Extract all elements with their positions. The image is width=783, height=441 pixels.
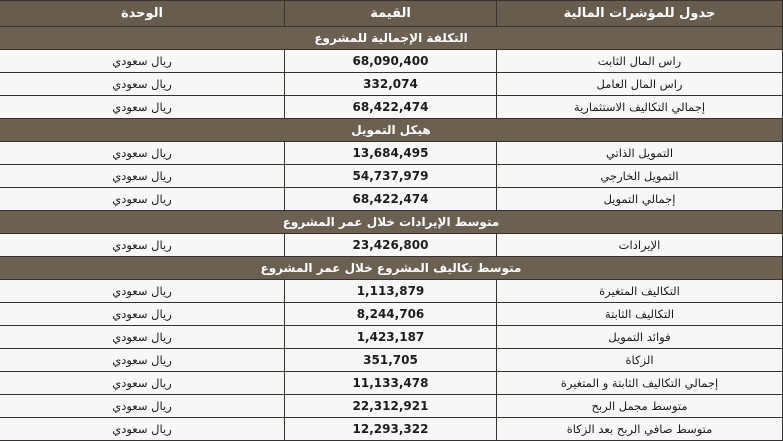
unit-cell: ريال سعودي	[0, 142, 285, 165]
table-row	[0, 73, 783, 96]
column-header-value: القيمة	[285, 1, 497, 27]
unit-cell: ريال سعودي	[0, 418, 285, 441]
indicator-cell: إجمالي التمويل	[497, 188, 783, 211]
indicator-cell: متوسط صافي الربح بعد الزكاة	[497, 418, 783, 441]
table-row	[0, 50, 783, 73]
value-cell: 23,426,800	[285, 234, 497, 257]
indicator-cell: إجمالي التكاليف الاستثمارية	[497, 96, 783, 119]
table-header	[0, 1, 783, 27]
indicator-cell: التمويل الذاتي	[497, 142, 783, 165]
table-row	[0, 372, 783, 395]
column-header-unit: الوحدة	[0, 1, 285, 27]
value-cell: 68,422,474	[285, 96, 497, 119]
unit-cell: ريال سعودي	[0, 73, 285, 96]
indicator-cell: التمويل الخارجي	[497, 165, 783, 188]
value-cell: 68,422,474	[285, 188, 497, 211]
table-row	[0, 142, 783, 165]
indicator-cell: التكاليف الثابتة	[497, 303, 783, 326]
unit-cell: ريال سعودي	[0, 50, 285, 73]
unit-cell: ريال سعودي	[0, 165, 285, 188]
value-cell: 13,684,495	[285, 142, 497, 165]
value-cell: 11,133,478	[285, 372, 497, 395]
section-title: التكلفة الإجمالية للمشروع	[0, 27, 783, 50]
value-cell: 1,423,187	[285, 326, 497, 349]
table-row	[0, 96, 783, 119]
section-header-row	[0, 119, 783, 142]
value-cell: 22,312,921	[285, 395, 497, 418]
table-row	[0, 234, 783, 257]
column-header-indicator: جدول للمؤشرات المالية	[497, 1, 783, 27]
unit-cell: ريال سعودي	[0, 303, 285, 326]
section-header-row	[0, 27, 783, 50]
unit-cell: ريال سعودي	[0, 96, 285, 119]
table-row	[0, 303, 783, 326]
table-body	[0, 27, 783, 441]
table-row	[0, 349, 783, 372]
header-row	[0, 1, 783, 27]
indicator-cell: الزكاة	[497, 349, 783, 372]
indicator-cell: إجمالي التكاليف الثابتة و المتغيرة	[497, 372, 783, 395]
indicator-cell: متوسط مجمل الربح	[497, 395, 783, 418]
section-title: هيكل التمويل	[0, 119, 783, 142]
indicator-cell: راس المال العامل	[497, 73, 783, 96]
table-row	[0, 188, 783, 211]
value-cell: 12,293,322	[285, 418, 497, 441]
indicator-cell: التكاليف المتغيرة	[497, 280, 783, 303]
table-row	[0, 395, 783, 418]
unit-cell: ريال سعودي	[0, 188, 285, 211]
section-header-row	[0, 257, 783, 280]
value-cell: 8,244,706	[285, 303, 497, 326]
unit-cell: ريال سعودي	[0, 372, 285, 395]
value-cell: 351,705	[285, 349, 497, 372]
value-cell: 68,090,400	[285, 50, 497, 73]
section-title: متوسط الإيرادات خلال عمر المشروع	[0, 211, 783, 234]
unit-cell: ريال سعودي	[0, 234, 285, 257]
section-header-row	[0, 211, 783, 234]
table-row	[0, 418, 783, 441]
unit-cell: ريال سعودي	[0, 349, 285, 372]
unit-cell: ريال سعودي	[0, 326, 285, 349]
value-cell: 332,074	[285, 73, 497, 96]
table-row	[0, 165, 783, 188]
indicator-cell: الإيرادات	[497, 234, 783, 257]
indicator-cell: راس المال الثابت	[497, 50, 783, 73]
indicator-cell: فوائد التمويل	[497, 326, 783, 349]
table-row	[0, 326, 783, 349]
value-cell: 1,113,879	[285, 280, 497, 303]
unit-cell: ريال سعودي	[0, 395, 285, 418]
table-row	[0, 280, 783, 303]
section-title: متوسط تكاليف المشروع خلال عمر المشروع	[0, 257, 783, 280]
unit-cell: ريال سعودي	[0, 280, 285, 303]
value-cell: 54,737,979	[285, 165, 497, 188]
